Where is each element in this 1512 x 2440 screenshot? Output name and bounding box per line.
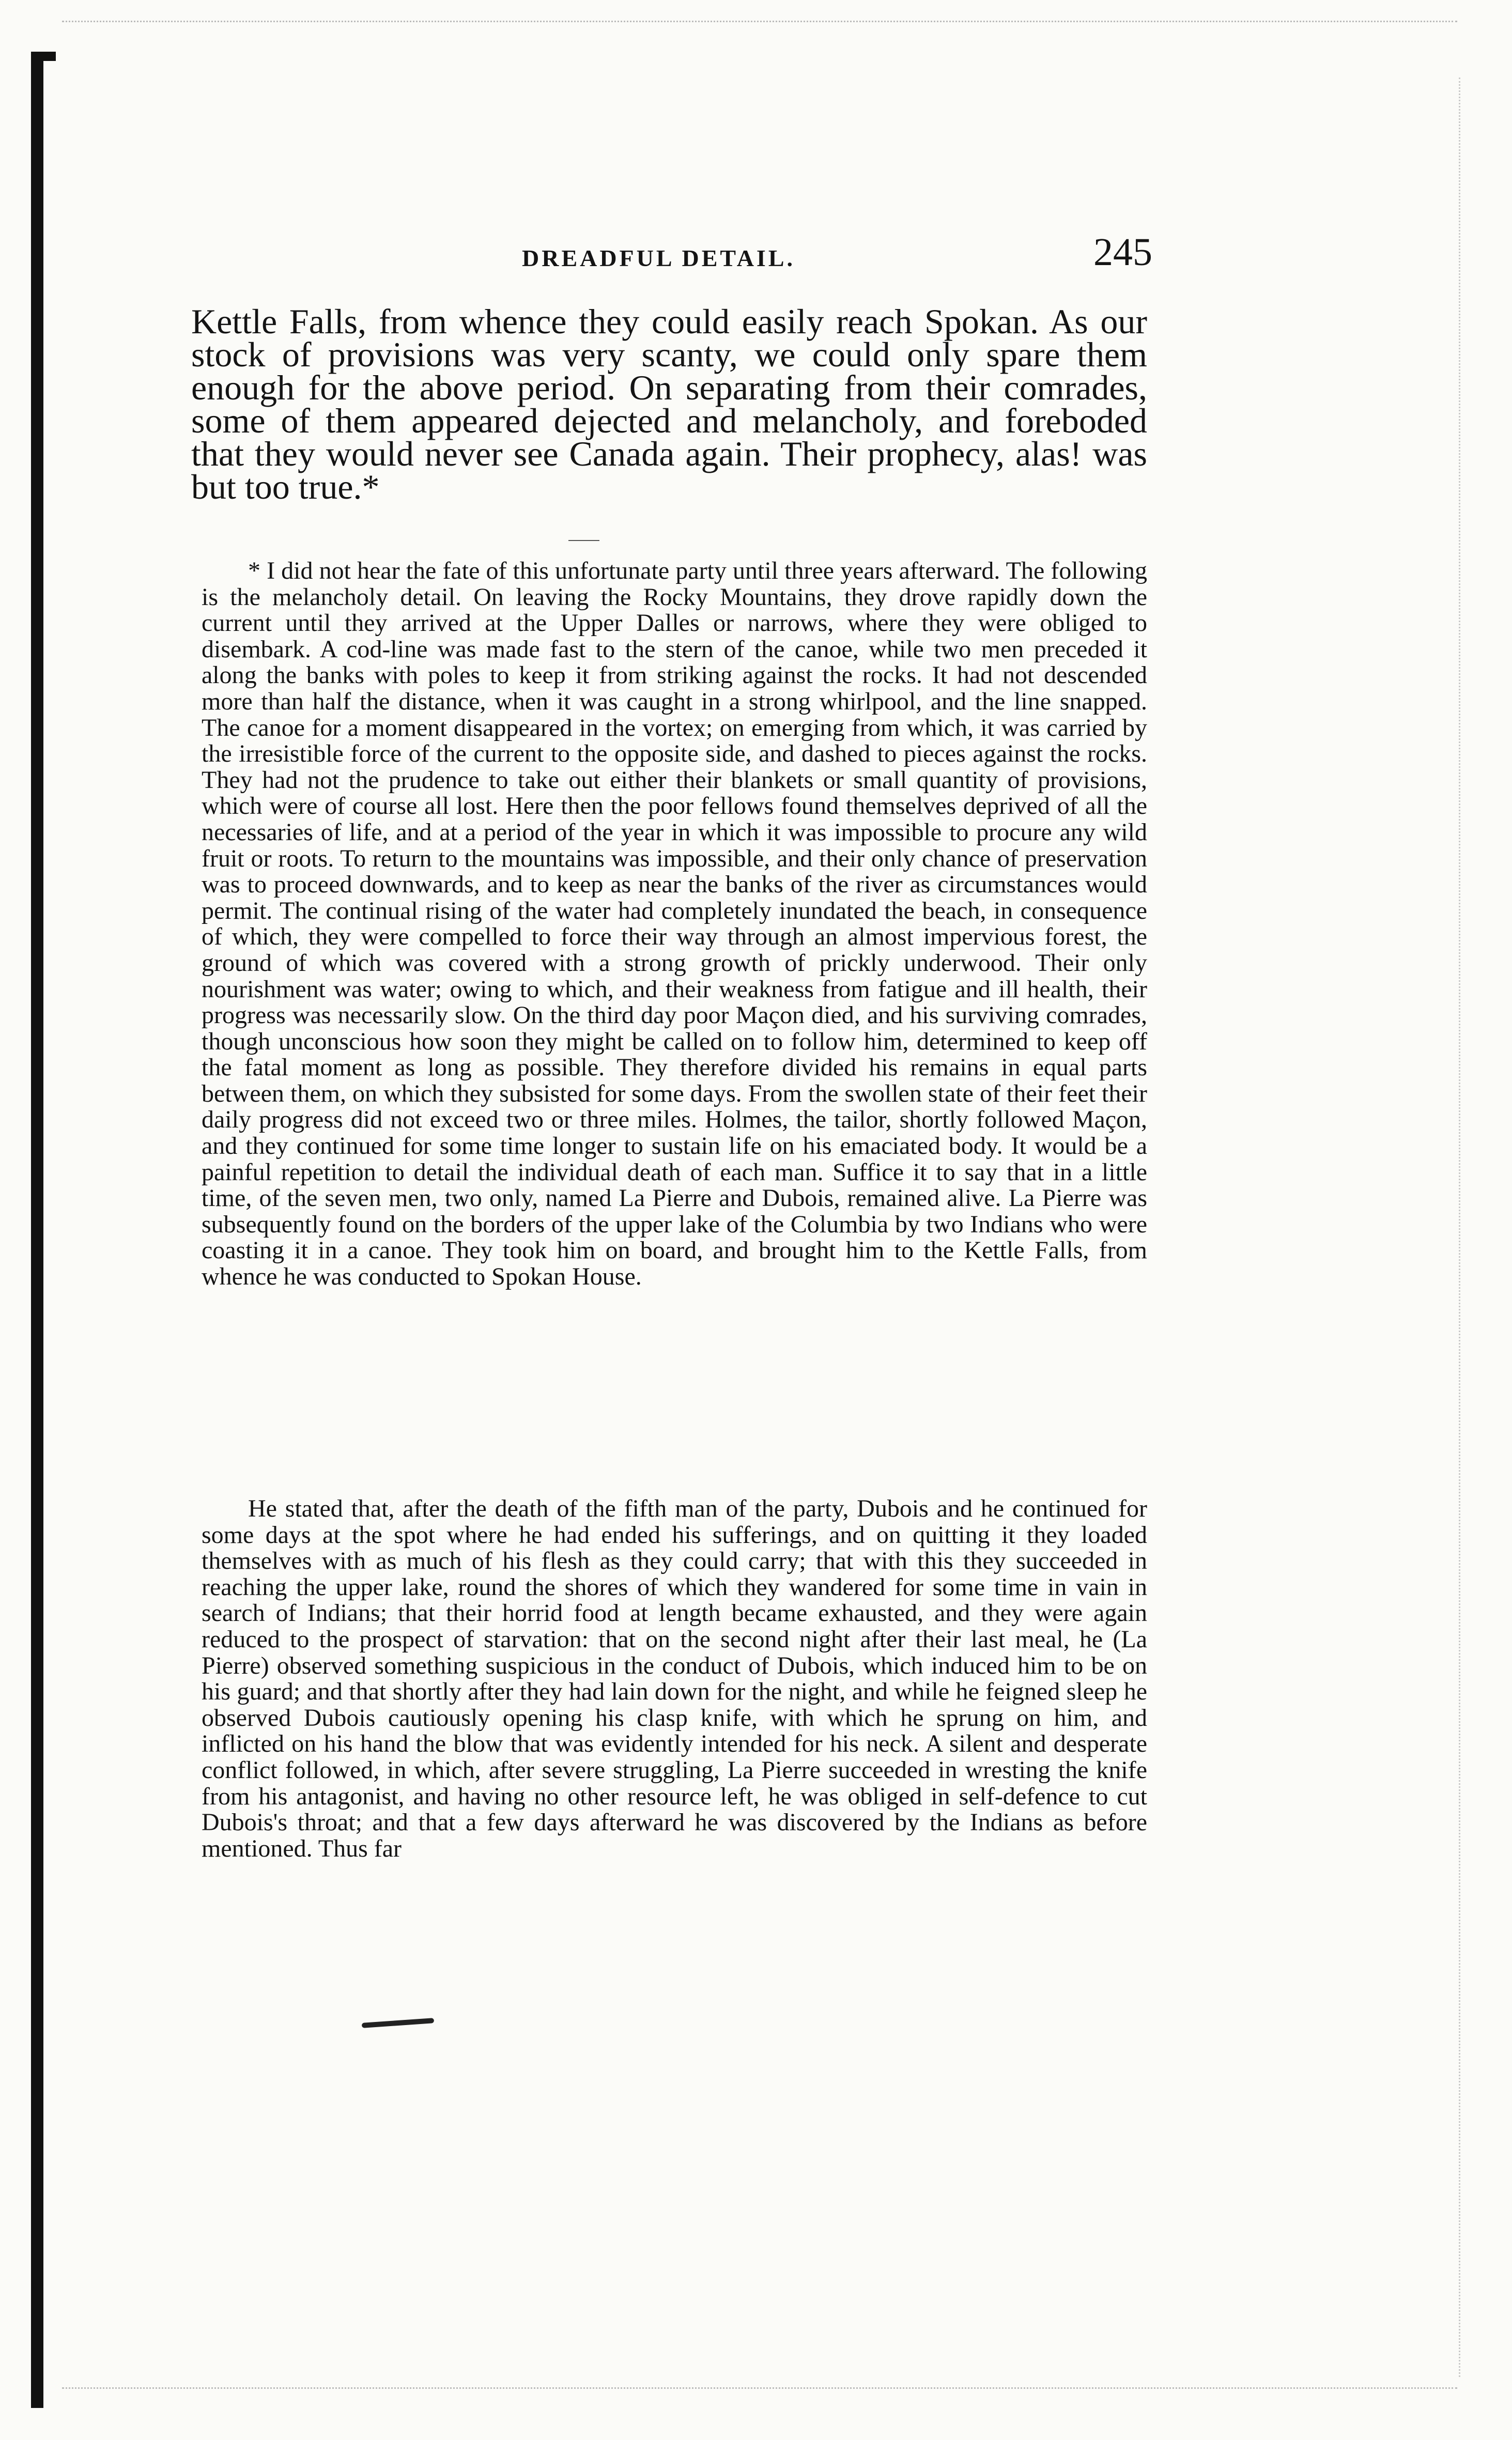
page-header (191, 230, 1152, 287)
main-paragraph: Kettle Falls, from whence they could easily reach Spokan. As our stock of provisions was very scanty, we could only spare them enough for the above period. On separating from their comrades, some of them appeared dejected and melancholy, and foreboded that they would never see Canada again. Their prophecy, alas! was but too true.* (191, 302, 1147, 506)
binding-gutter-shadow (31, 52, 43, 2408)
page-number: 245 (1093, 230, 1152, 274)
running-title: DREADFUL DETAIL. (522, 245, 795, 271)
ink-smudge (362, 2018, 434, 2028)
scan-edge-marks (1459, 78, 1496, 2377)
scan-noise-bottom (62, 2387, 1457, 2389)
footnote-paragraph-2: He stated that, after the death of the fifth man of the party, Dubois and he continued for some days at the spot where he had ended his sufferings, and on quitting it they loaded themselves with as much of his flesh as they could carry; that with this they succeeded in reaching the upper lake, round the shores of which they wandered for some time in vain in search of Indians; that their horrid food at length became exhausted, and they were again reduced to the prospect of starvation: that on the second night after their last meal, he (La Pierre) observed something suspicious in the conduct of Dubois, which induced him to be on his guard; and that shortly after they had lain down for the night, and while he feigned sleep he observed Dubois cautiously opening his clasp knife, with which he sprung on him, and inflicted on his hand the blow that was evidently intended for his neck. A silent and desperate conflict followed, in which, after severe struggling, La Pierre succeeded in wresting the knife from his antagonist, and having no other resource left, he was obliged in self-defence to cut Dubois's throat; and that a few days afterward he was discovered by the Indians as before mentioned. Thus far (202, 1495, 1147, 1862)
scan-noise-top (62, 21, 1457, 22)
binding-gutter-hook (31, 52, 56, 61)
footnote-separator (568, 540, 599, 541)
footnote-paragraph-1: * I did not hear the fate of this unfortunate party until three years afterward. The following is the melancholy detail. On leaving the Rocky Mountains, they drove rapidly down the current until they arrived at the Upper Dalles or narrows, where they were obliged to disembark. A cod-line was made fast to the stern of the canoe, while two men preceded it along the banks with poles to keep it from striking against the rocks. It had not descended more than half the distance, when it was caught in a strong whirlpool, and the line snapped. The canoe for a moment disappeared in the vortex; on emerging from which, it was carried by the irresistible force of the current to the opposite side, and dashed to pieces against the rocks. They had not the prudence to take out either their blankets or small quantity of provisions, which were of course all lost. Here then the poor fellows found themselves deprived of all the necessaries of life, and at a period of the year in which it was impossible to procure any wild fruit or roots. To return to the mountains was impossible, and their only chance of preservation was to proceed downwards, and to keep as near the banks of the river as circumstances would permit. The continual rising of the water had completely inundated the beach, in consequence of which, they were compelled to force their way through an almost impervious forest, the ground of which was covered with a strong growth of prickly underwood. Their only nourishment was water; owing to which, and their weakness from fatigue and ill health, their progress was necessarily slow. On the third day poor Maçon died, and his surviving comrades, though unconscious how soon they might be called on to follow him, determined to keep off the fatal moment as long as possible. They therefore divided his remains in equal parts between them, on which they subsisted for some days. From the swollen state of their feet their daily progress did not exceed two or three miles. Holmes, the tailor, shortly followed Maçon, and they continued for some time longer to sustain life on his emaciated body. It would be a painful repetition to detail the individual death of each man. Suffice it to say that in a little time, of the seven men, two only, named La Pierre and Dubois, remained alive. La Pierre was subsequently found on the borders of the upper lake of the Columbia by two Indians who were coasting it in a canoe. They took him on board, and brought him to the Kettle Falls, from whence he was conducted to Spokan House. (202, 557, 1147, 1291)
